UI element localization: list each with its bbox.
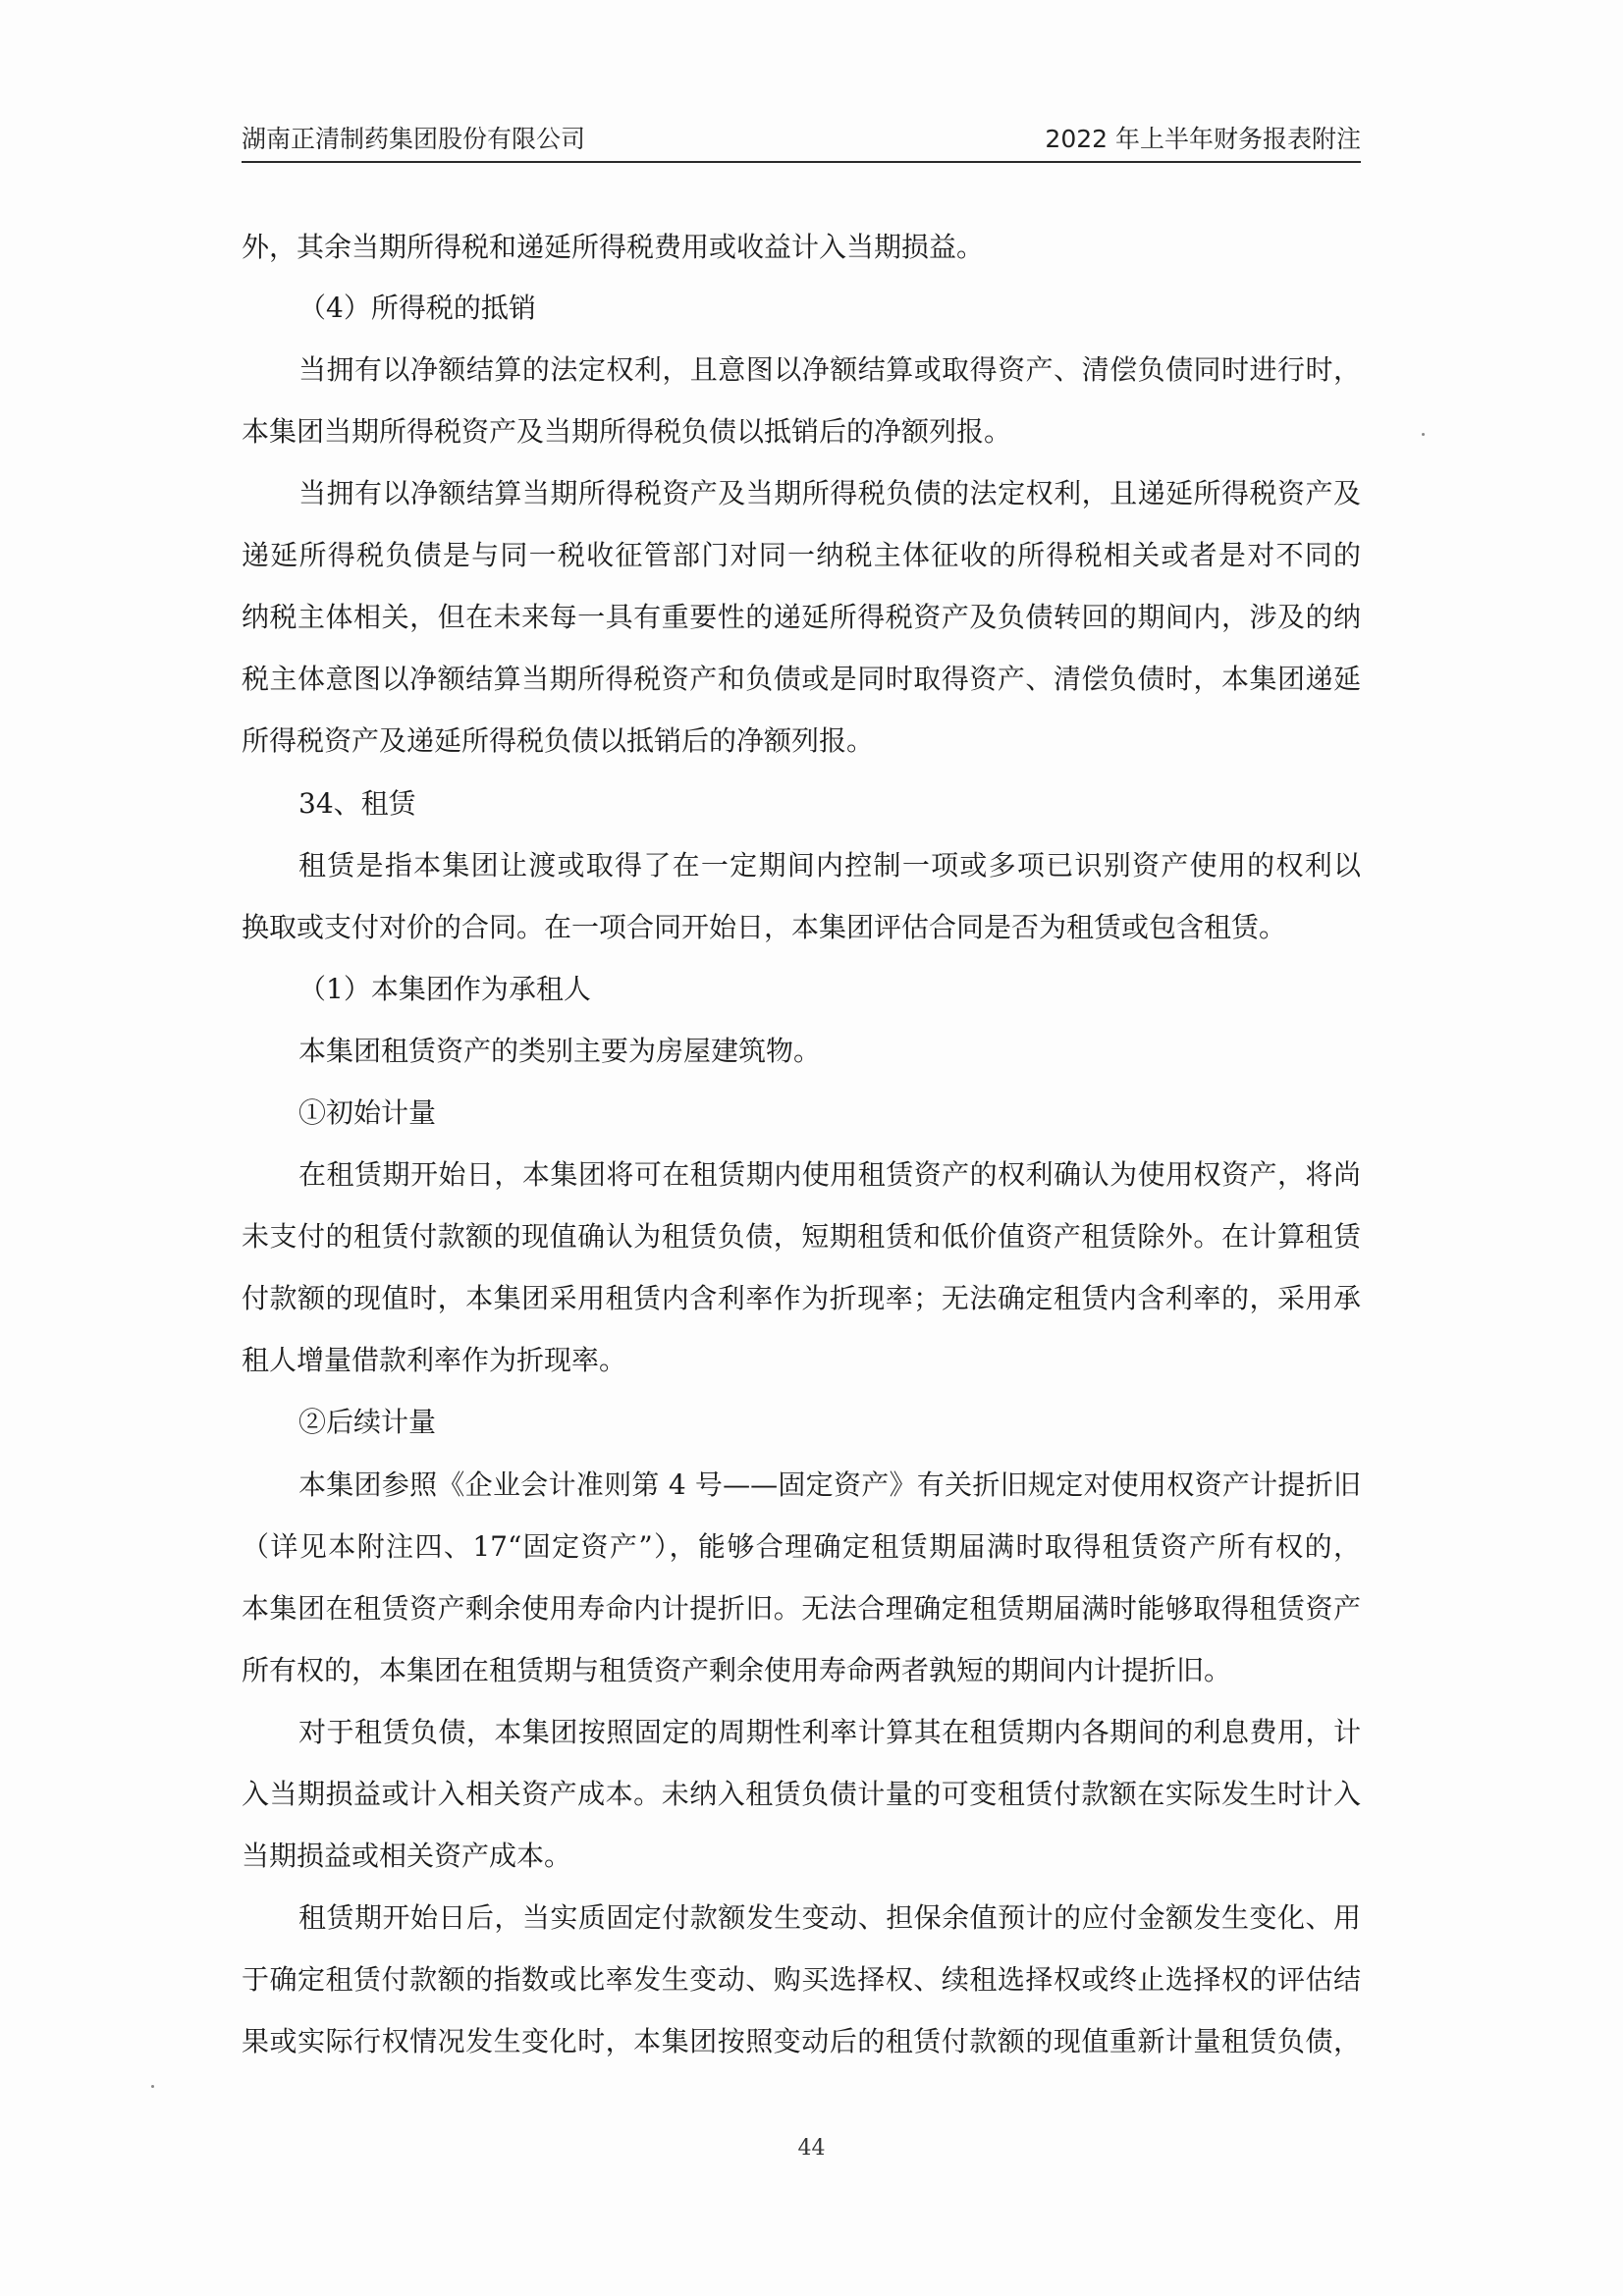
text-line: 未支付的租赁付款额的现值确认为租赁负债，短期租赁和低价值资产租赁除外。在计算租赁 bbox=[242, 1220, 1361, 1253]
text-line: 租赁期开始日后，当实质固定付款额发生变动、担保余值预计的应付金额发生变化、用 bbox=[298, 1901, 1361, 1934]
text-line: 外，其余当期所得税和递延所得税费用或收益计入当期损益。 bbox=[242, 231, 985, 263]
text-line: 本集团当期所得税资产及当期所得税负债以抵销后的净额列报。 bbox=[242, 415, 1012, 448]
text-line: 果或实际行权情况发生变化时，本集团按照变动后的租赁付款额的现值重新计量租赁负债， bbox=[242, 2025, 1361, 2057]
text-line: 所得税资产及递延所得税负债以抵销后的净额列报。 bbox=[242, 724, 875, 757]
text-line: 纳税主体相关，但在未来每一具有重要性的递延所得税资产及负债转回的期间内，涉及的纳 bbox=[242, 601, 1361, 633]
text-line: 换取或支付对价的合同。在一项合同开始日，本集团评估合同是否为租赁或包含租赁。 bbox=[242, 911, 1287, 943]
text-line: 租赁是指本集团让渡或取得了在一定期间内控制一项或多项已识别资产使用的权利以 bbox=[298, 849, 1361, 881]
report-title: 2022 年上半年财务报表附注 bbox=[1045, 125, 1361, 153]
text-line: 付款额的现值时，本集团采用租赁内含利率作为折现率；无法确定租赁内含利率的，采用承 bbox=[242, 1282, 1361, 1314]
text-line: 于确定租赁付款额的指数或比率发生变动、购买选择权、续租选择权或终止选择权的评估结 bbox=[242, 1963, 1361, 1996]
text-line: 本集团租赁资产的类别主要为房屋建筑物。 bbox=[298, 1035, 822, 1067]
text-line: 本集团参照《企业会计准则第 4 号——固定资产》有关折旧规定对使用权资产计提折旧 bbox=[298, 1468, 1361, 1501]
text-line: 递延所得税负债是与同一税收征管部门对同一纳税主体征收的所得税相关或者是对不同的 bbox=[242, 539, 1361, 571]
page-header bbox=[242, 118, 1361, 163]
section-heading: 34、租赁 bbox=[298, 787, 416, 820]
text-line: 当拥有以净额结算的法定权利，且意图以净额结算或取得资产、清偿负债同时进行时， bbox=[298, 353, 1361, 386]
page-number: 44 bbox=[797, 2136, 826, 2161]
text-line: 税主体意图以净额结算当期所得税资产和负债或是同时取得资产、清偿负债时，本集团递延 bbox=[242, 663, 1361, 695]
text-line: 在租赁期开始日，本集团将可在租赁期内使用租赁资产的权利确认为使用权资产，将尚 bbox=[298, 1158, 1361, 1191]
text-line: 当期损益或相关资产成本。 bbox=[242, 1840, 572, 1872]
section-heading: ②后续计量 bbox=[298, 1406, 437, 1438]
scan-speck bbox=[1422, 433, 1425, 436]
text-line: 租人增量借款利率作为折现率。 bbox=[242, 1344, 627, 1376]
text-line: 本集团在租赁资产剩余使用寿命内计提折旧。无法合理确定租赁期届满时能够取得租赁资产 bbox=[242, 1592, 1361, 1625]
section-heading: ①初始计量 bbox=[298, 1096, 437, 1129]
text-line: （详见本附注四、17“固定资产”），能够合理确定租赁期届满时取得租赁资产所有权的， bbox=[242, 1530, 1361, 1563]
section-heading: （4）所得税的抵销 bbox=[298, 292, 536, 324]
text-line: 入当期损益或计入相关资产成本。未纳入租赁负债计量的可变租赁付款额在实际发生时计入 bbox=[242, 1778, 1361, 1810]
text-line: 当拥有以净额结算当期所得税资产及当期所得税负债的法定权利，且递延所得税资产及 bbox=[298, 477, 1361, 509]
section-heading: （1）本集团作为承租人 bbox=[298, 973, 591, 1005]
text-line: 对于租赁负债，本集团按照固定的周期性利率计算其在租赁期内各期间的利息费用，计 bbox=[298, 1716, 1361, 1748]
scan-speck bbox=[151, 2085, 154, 2088]
company-name: 湖南正清制药集团股份有限公司 bbox=[242, 125, 586, 153]
text-line: 所有权的，本集团在租赁期与租赁资产剩余使用寿命两者孰短的期间内计提折旧。 bbox=[242, 1654, 1232, 1686]
